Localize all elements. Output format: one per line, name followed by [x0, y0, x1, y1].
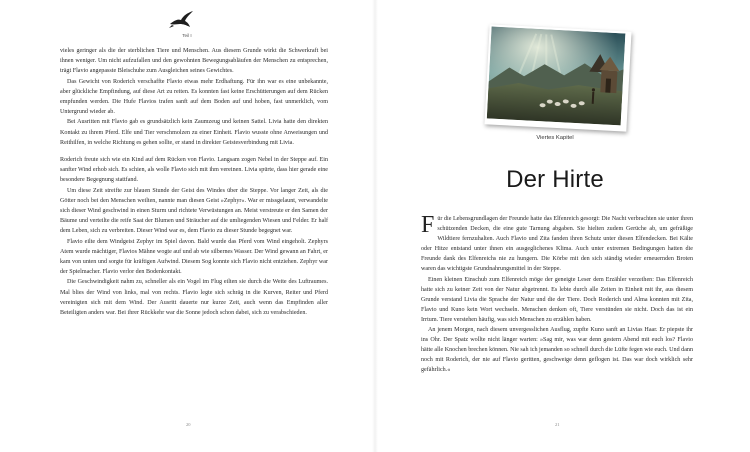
paragraph: Das Gewicht von Roderich verschaffte Flavio etwas mehr Erdhaftung. Für ihn war es eine unbekannte, aber glückliche Empfindung, auf diese Art zu reiten. Es konnten fast keine Erschütterungen auf dem Rücken empfunden werden. Die Hufe Flavios trafen sanft auf dem Boden auf und hoben, fast unmerklich, vom Untergrund wieder ab. [60, 78, 328, 116]
paragraph: Bei Ausritten mit Flavio gab es grundsätzlich kein Zaumzeug und keinen Sattel. Livia hatte den direkten Kontakt zu ihrem Pferd. Elfe und Tier verschmolzen zu einer Einheit. Flavio wusste ohne Anweisungen und Reithilfen, in welche Richtung es gehen sollte, er stand in direkter Geistesverbindung mit Livia. [60, 119, 328, 146]
chapter-label: Viertes Kapitel [536, 135, 574, 141]
chapter-title: Der Hirte [506, 166, 604, 193]
left-body-text [60, 46, 328, 318]
bird-emblem-icon [168, 10, 194, 30]
chapter-illustration [484, 24, 631, 131]
paragraph: Einen kleinen Einschub zum Elfenreich möge der geneigte Leser dem Erzähler verzeihen: Das Elfenreich hatte sich zu keiner Zeit von der Natur abgetrennt. Es lebte durch alle Zeiten in Einheit mit ihr, aus diesem Grunde verstand Livia die Sprache der Natur und die der Tiere. Doch Roderich und Alma konnten mit Zita, Flavio und Kuno kein Wort wechseln. Menschen denken oft, Tiere verstünden sie nicht. Doch das ist ein Irrtum. Tiere verstehen häufig, was sich Menschen zu erzählen haben. [421, 276, 693, 323]
right-body-text [421, 214, 693, 376]
opening-paragraph [421, 214, 693, 275]
paragraph: Roderich freute sich wie ein Kind auf dem Rücken von Flavio. Langsam zogen Nebel in der Steppe auf. Ein sanfter Wind erhob sich. Es schien, als wolle Flavio sich mit ihm vereinen. Livia spürte, dass hier gerade eine besondere Begegnung stattfand. [60, 157, 328, 184]
drop-cap: F [421, 212, 435, 238]
page-number: 20 [186, 422, 191, 427]
shepherd-landscape-image [487, 26, 626, 125]
right-page [375, 0, 750, 452]
paragraph: An jenem Morgen, nach diesem unvergesslichen Ausflug, zupfte Kuno sanft an Livias Haar. Er piepste ihr ins Ohr. Der Spatz wollte nicht länger warten: »Sag mir, was war denn gestern Abend mit euch los? Flavio hätte alle Knochen brechen können. Nie sah ich jemanden so schnell durch die Lüfte fegen wie euch. Und dann noch mit Roderich, der nie auf Flavio geritten, geschweige denn geflogen ist. Das war doch wirklich sehr gefährlich.« [421, 327, 693, 374]
section-break [60, 148, 328, 155]
page-number: 21 [555, 422, 560, 427]
opening-paragraph-text: ür die Lebensgrundlagen der Freunde hatte das Elfenreich gesorgt: Die Nacht verbrachten sie unter ihren schützenden Decken, die eine gute Tarnung abgaben. Sie hielten zudem Gerüche ab, um gefräßige Wildtiere fernzuhalten. Auch Flavio und Zita fanden ihren Schutz unter diesen Elfendecken. Bei Kälte oder Hitze entstand unter ihnen ein ausgeglichenes Klima. Auch unter extremen Bedingungen hatten die Freunde dank des Elfenreichs nie zu hungern. Die Körbe mit den sich ständig wieder erneuernden Broten waren das wichtigste Grundnahrungsmittel in der Steppe. [421, 216, 693, 273]
paragraph: Flavio eilte dem Windgeist Zephyr im Spiel davon. Bald wurde das Pferd vom Wind eingeholt. Zephyrs Atem wurde mächtiger, Flavios Mähne wogte auf und ab wie silbernes Wasser. Der Wind gewann an Fahrt, er kam von unten und sorgte für kräftigen Aufwind. Diesem Sog konnte sich Flavio nicht entziehen. Zephyr war der Spielmacher. Flavio verlor den Bodenkontakt. [60, 238, 328, 276]
paragraph: vieles geringer als die der sterblichen Tiere und Menschen. Aus diesem Grunde wirkt die Schwerkraft bei ihnen weniger. Um nicht aufzufallen und den gewohnten Bewegungsabläufen der Menschen zu entsprechen, trägt Flavio angepasste Bleischuhe zum Ausgleichen seines Gewichtes. [60, 48, 328, 75]
paragraph: Die Geschwindigkeit nahm zu, schneller als ein Vogel im Flug eilten sie durch die Weite des Luftraumes. Mal blies der Wind von links, mal von rechts. Flavio legte sich schräg in die Kurven, Reiter und Pferd vereinigten sich mit dem Wind. Der Ausritt dauerte nur kurze Zeit, auch wenn das Empfinden aller Beteiligten anders war. Bei ihrer Rückkehr war die Sonne jedoch schon dabei, sich zu verabschieden. [60, 279, 328, 317]
paragraph: Um diese Zeit streifte zur blauen Stunde der Geist des Windes über die Steppe. Vor langer Zeit, als die Götter noch bei den Menschen weilten, nannte man diesen Geist »Zephyr«. War er missgelaunt, verwandelte sich dieser Wind geschwind in einen Sturm und richtete Verwüstungen an. Meist verstreute er den Samen der Bäume und verteilte die reife Saat der Blumen und Sträucher auf die umliegenden Wiesen und Felder. Er half dem Leben, sich zu verbreiten. Dieser Wind war es, dem Flavio zu dieser Stunde begegnet war. [60, 187, 328, 235]
running-head: Teil I [182, 33, 192, 38]
